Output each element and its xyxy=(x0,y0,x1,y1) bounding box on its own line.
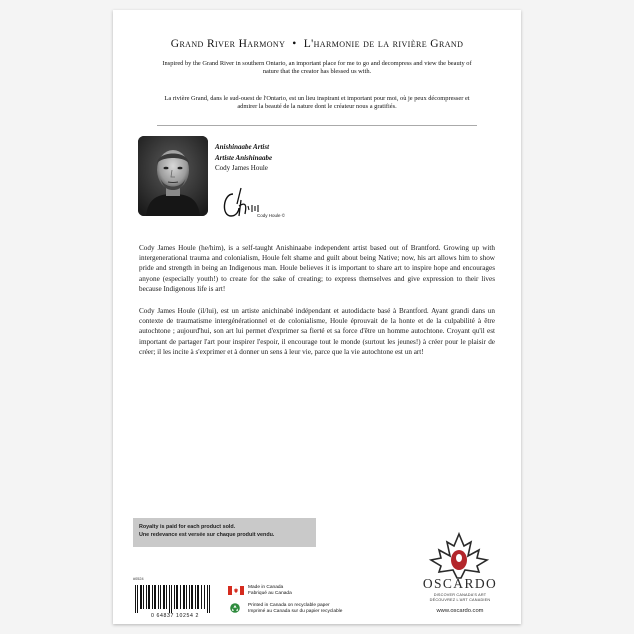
brand-tagline-en: DISCOVER CANADA'S ART xyxy=(433,593,487,597)
maple-leaf-logo-icon xyxy=(419,530,499,580)
royalty-box xyxy=(133,518,316,547)
sku-number: #0524 xyxy=(133,577,144,581)
card-title xyxy=(113,38,521,50)
made-in-fr: Fabriqué au Canada xyxy=(248,591,292,597)
product-card-back xyxy=(113,10,521,624)
printed-in-canada xyxy=(248,603,342,616)
recycle-icon xyxy=(230,603,240,613)
title-separator: • xyxy=(292,38,297,50)
signature-caption: Cody Houle © xyxy=(257,213,286,218)
brand-url[interactable]: www.oscardo.com xyxy=(436,608,484,614)
artist-photo xyxy=(138,136,208,216)
canada-flag-icon xyxy=(228,586,244,595)
artist-portrait-image xyxy=(138,136,208,216)
printed-fr: Imprimé au Canada sur du papier recyclable xyxy=(248,609,343,615)
description-en: Inspired by the Grand River in southern Ontario, an important place for me to go and decompress and view the beauty of nature that the creator has blessed us with. xyxy=(162,60,472,76)
bio-en: Cody James Houle (he/him), is a self-taught Anishinaabe independent artist based out of Brantford. Growing up with intergenerational trauma and colonialism, Houle felt shame and guilt about being Native; now, his art allows him to show pride and strength in being an Indigenous man. Houle believes it is important to share art to inspire hope and encourages anyone (especially youth!) to create for the sake of creating; to express themselves and give expression to their lives because Indigenous life is art! xyxy=(139,244,495,293)
artist-info xyxy=(215,142,272,174)
artist-label-fr: Artiste Anishinaabe xyxy=(215,153,273,162)
printed-en: Printed in Canada on recyclable paper xyxy=(248,603,330,608)
description-fr: La rivière Grand, dans le sud-ouest de l'Ontario, est un lieu inspirant et important pour moi, où je peux décompresser et admirer la beauté de la nature dont le créateur nous a gratifiés. xyxy=(164,95,470,111)
artist-signature xyxy=(215,180,285,225)
barcode-number: 0 64837 10254 2 xyxy=(151,613,199,619)
title-en: Grand River Harmony xyxy=(170,38,286,50)
artist-label-en: Anishinaabe Artist xyxy=(215,143,270,151)
artist-name: Cody James Houle xyxy=(215,164,268,172)
barcode xyxy=(133,585,213,613)
royalty-en: Royalty is paid for each product sold. xyxy=(139,524,236,530)
made-in-canada xyxy=(248,585,292,598)
made-in-en: Made in Canada xyxy=(248,585,284,590)
bio-fr: Cody James Houle (il/lui), est un artiste anichinabé indépendant et autodidacte basé à Brantford. Ayant grandi dans un contexte de traumatisme intergénérationnel et de colonialisme, Houle éprouvait de la honte et de la culpabilité à être autochtone ; aujourd'hui, son art lui permet d'exprimer sa fierté et sa force d'être un homme autochtone. Croyant qu'il est important de partager l'art pour inspirer l'espoir, il encourage tout le monde (surtout les jeunes!) à créer pour le plaisir de créer; il les incite à s'exprimer et à donner un sens à leur vie, parce que la vie autochtone est un art! xyxy=(139,307,495,356)
royalty-fr: Une redevance est versée sur chaque produit vendu. xyxy=(139,532,275,538)
brand-tagline-fr: DÉCOUVREZ L'ART CANADIEN xyxy=(429,598,491,602)
divider xyxy=(157,125,477,126)
brand-name: OSCARDO xyxy=(422,576,498,591)
title-fr: L'harmonie de la rivière Grand xyxy=(303,38,464,50)
